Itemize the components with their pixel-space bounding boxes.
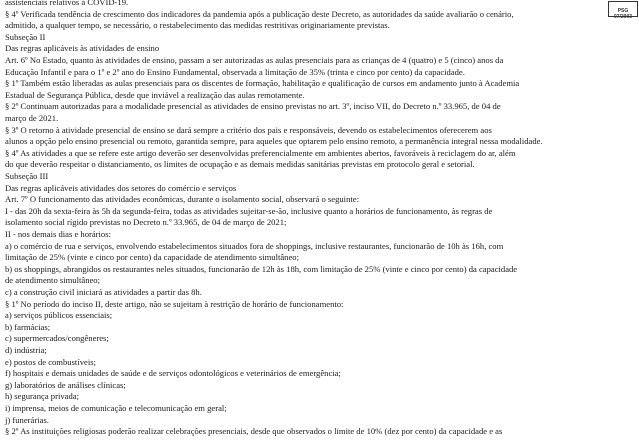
text-line: limitação de 25% (vinte e cinco por cento) da capacidade de atendimento simultâneo; [5,252,299,263]
text-line: § 1º Também estão liberadas as aulas presenciais para os discentes de formação, habilitação e qualificação de cursos em andamento junto à Academia [5,78,520,89]
stamp-line-2: PSG 07/2003 [613,8,633,20]
text-line: d) indústria; [5,345,47,355]
text-line: março de 2021. [5,113,59,123]
text-line: a) serviços públicos essenciais; [5,310,113,321]
text-line: e) postos de combustíveis; [5,356,96,367]
text-line: Art. 6º No Estado, quanto às atividades de ensino, passam a ser autorizadas as aulas presenciais para as crianças de 4 (quatro) e 5 (cinco) anos da [5,55,504,65]
text-line: b) os shoppings, abrangidos os restaurantes neles situados, funcionarão de 12h às 18h, com limitação de 25% (vinte e cinco por cento) da capacidade [5,263,518,274]
seal-stamp [608,1,638,20]
text-line: § 4º As atividades a que se refere este artigo deverão ser desenvolvidas preferencialmente em ambientes abertos, favoráveis à reciclagem do ar, além [5,147,516,158]
text-line: c) supermercados/congêneres; [5,333,109,344]
text-line: h) segurança privada; [5,391,79,402]
text-line: § 4º Verificada tendência de crescimento dos indicadores da pandemia após a publicação deste Decreto, as autoridades da saúde avaliarão o cenário, [5,8,514,19]
text-line: Das regras aplicáveis atividades dos setores do comércio e serviços [5,182,237,193]
text-line: i) imprensa, meios de comunicação e telecomunicação em geral; [5,403,227,413]
text-line: II - nos demais dias e horários: [5,229,111,239]
text-line: c) a construção civil iniciará as atividades a partir das 8h. [5,287,202,297]
text-line: b) farmácias; [5,321,51,332]
text-line: Das regras aplicáveis às atividades de ensino [5,43,160,54]
text-line: isolamento social rígido previstas no Decreto n.º 33.965, de 04 de março de 2021; [5,217,287,228]
text-line: Subseção II [5,31,46,42]
text-line: a) o comércio de rua e serviços, envolvendo estabelecimentos situados fora de shoppings, inclusive restaurantes, funcionarão de 10h às 16h, com [5,240,504,251]
text-line: do que deverão respeitar o distanciamento, os limites de ocupação e as demais medidas sanitárias previstas em protocolo geral e setorial. [5,159,475,170]
text-line: Educação Infantil e para o 1º e 2º ano do Ensino Fundamental, observada a limitação de 35% (trinta e cinco por cento) da capacidade. [5,66,465,77]
text-line: g) laboratórios de análises clínicas; [5,379,126,390]
text-line: Art. 7º O funcionamento das atividades econômicas, durante o isolamento social, observará o seguinte: [5,194,359,205]
text-line: de atendimento simultâneo; [5,275,100,286]
text-line: admitido, a qualquer tempo, se necessário, o restabelecimento das medidas restritivas originariamente previstas. [5,20,390,31]
text-line: j) funerárias. [5,414,49,425]
text-line: I - das 20h da sexta-feira às 5h da segunda-feira, todas as atividades sujeitar-se-ão, inclusive quanto a horários de funcionamento, às regras de [5,205,493,216]
text-line: § 2º Continuam autorizadas para a modalidade presencial as atividades de ensino previstas no art. 3º, inciso VII, do Decreto n.º 33.965, de 04 de [5,101,501,112]
text-line: § 2º As instituições religiosas poderão realizar celebrações presenciais, desde que observados o limite de 10% (dez por cento) da capacidade e as [5,426,503,437]
text-line: § 3º O retorno à atividade presencial de ensino se dará sempre a critério dos pais e responsáveis, devendo os estabelecimentos oferecerem aos [5,124,492,135]
text-line: f) hospitais e demais unidades de saúde e de serviços odontológicos e veterinários de emergência; [5,368,341,379]
text-line: assistenciais relativos à COVID-19. [5,0,129,7]
text-line: Subseção III [5,171,49,181]
text-line: Estadual de Segurança Pública, desde que inviável a realização das aulas remotamente. [5,89,305,100]
text-line: alunos a opção pelo ensino presencial ou remoto, garantida sempre, para aqueles que optarem pelo ensino remoto, a permanência integral nessa modalidade. [5,136,543,147]
text-line: § 1º No período do inciso II, deste artigo, não se sujeitam à restrição de horário de funcionamento: [5,298,344,309]
